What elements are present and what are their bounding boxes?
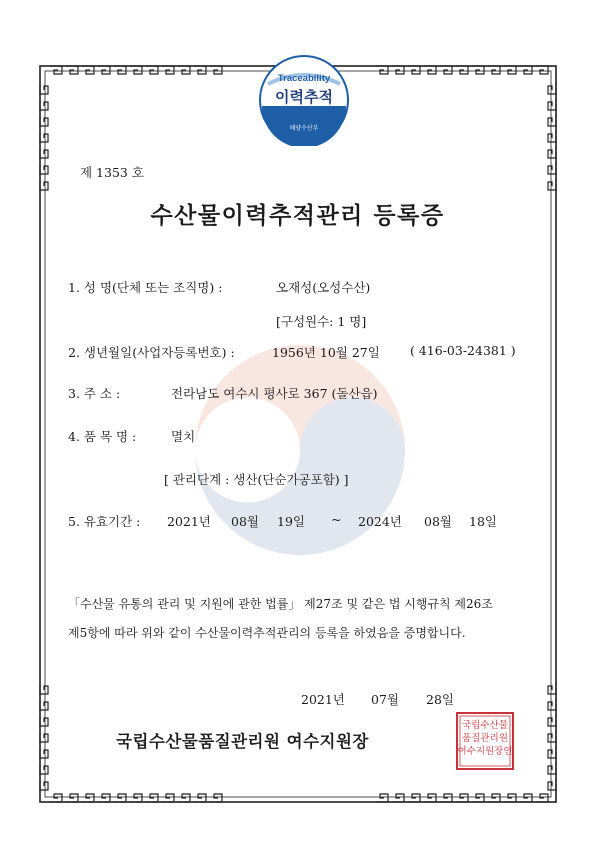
certificate-title: 수산물이력추적관리 등록증 [150,202,445,229]
statement-line-1: 「수산물 유통의 관리 및 지원에 관한 법률」 제27조 및 같은 법 시행규칙 제26조 [68,597,493,611]
validity-end-year: 2024년 [358,514,402,529]
traceability-emblem [258,54,350,146]
svg-text:이력추적: 이력추적 [275,88,333,106]
svg-text:품질관리원: 품질관리원 [462,733,508,744]
birth-value: 1956년 10월 27일 [272,345,380,360]
official-seal [455,711,515,771]
item-label: 4. 품 목 명 : [68,429,137,444]
validity-label: 5. 유효기간 : [68,514,141,529]
validity-end-day: 18일 [469,514,497,529]
validity-start-day: 19일 [277,514,305,529]
svg-text:국립수산물: 국립수산물 [462,720,508,731]
validity-start-year: 2021년 [167,514,211,529]
issue-date-day: 28일 [426,692,454,707]
item-value: 멸치 [171,429,196,444]
management-stage: [ 관리단계 : 생산(단순가공포함) ] [164,472,349,487]
name-value: 오재성(오성수산) [276,280,371,295]
svg-text:Traceability: Traceability [277,73,331,84]
address-value: 전라남도 여수시 평사로 367 (돌산읍) [171,386,378,401]
business-number: ( 416-03-24381 ) [410,343,516,358]
svg-text:여수지원장인: 여수지원장인 [457,746,513,757]
member-count: [구성원수: 1 명] [276,314,367,329]
issue-date-year: 2021년 [301,692,345,707]
validity-start-month: 08월 [231,514,259,529]
validity-separator: ~ [331,512,342,527]
name-label: 1. 성 명(단체 또는 조직명) : [68,280,223,295]
validity-end-month: 08월 [424,514,452,529]
issuer-name: 국립수산물품질관리원 여수지원장 [116,732,369,751]
birth-label: 2. 생년월일(사업자등록번호) : [68,345,235,360]
address-label: 3. 주 소 : [68,386,121,401]
issue-date-month: 07월 [371,692,399,707]
certificate-number: 제 1353 호 [80,165,144,180]
statement-line-2: 제5항에 따라 위와 같이 수산물이력추적관리의 등록을 하였음을 증명합니다. [68,626,466,640]
svg-text:해양수산부: 해양수산부 [289,125,319,132]
